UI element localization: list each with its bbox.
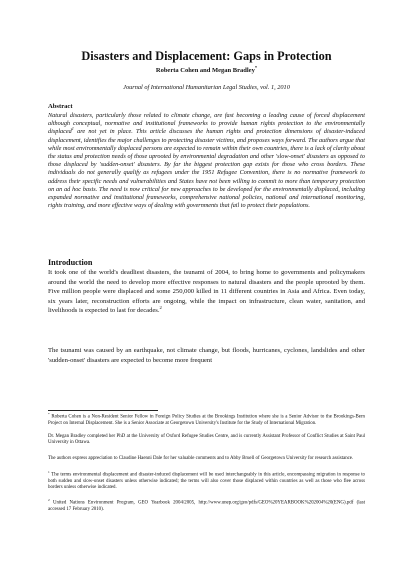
- fn1-text: Roberta Cohen is a Non-Resident Senior Fellow in Foreign Policy Studies at the Brookings Institution where she is a Senior Advisor to the Brookings-Bern Project on Internal Displacement. She is a Senior Associate at Georgetown University's Institute for the Study of International Migration.: [48, 414, 365, 427]
- fn4-mark: 1: [48, 470, 50, 474]
- fn1-mark: *: [48, 412, 50, 416]
- footnote-coauthor-bio: Dr. Megan Bradley completed her PhD at the University of Oxford Refugee Studies Centre, and is currently Assistant Professor of Conflict Studies at Saint Paul University in Ottawa.: [48, 434, 365, 446]
- introduction-paragraph-1: [48, 268, 365, 316]
- paper-authors: [48, 64, 365, 75]
- paper-title: Disasters and Displacement: Gaps in Protection: [81, 49, 332, 63]
- journal-citation: Journal of International Humanitarian Legal Studies, vol. 1, 2010: [123, 84, 290, 91]
- intro-p1-footnote-mark[interactable]: 2: [159, 305, 162, 311]
- fn5-text[interactable]: United Nations Environment Program, GEO Yearbook 2004/2005, http://www.unep.org/geo/pdfs/GEO%20YEARBOOK%202004%20(ENG).pdf (last accessed 17 February 2010).: [48, 500, 365, 513]
- footnote-acknowledgements: The authors express appreciation to Claudine Haenni Dale for her valuable comments and to Abby Bruell of Georgetown University for research assistance.: [48, 456, 354, 461]
- footnote-1: [48, 472, 365, 492]
- authors-footnote-mark[interactable]: *: [254, 64, 258, 70]
- abstract-footnote-mark[interactable]: 1: [71, 126, 74, 132]
- abstract-heading: Abstract: [48, 103, 73, 110]
- introduction-heading: Introduction: [48, 258, 93, 267]
- fn5-mark: 2: [48, 498, 50, 502]
- footnote-author-bio: [48, 414, 365, 427]
- footnote-divider: [48, 410, 158, 411]
- fn4-text: The terms environmental displacement and disaster-induced displacement will be used interchangeably in this article, encompassing migration in response to both sudden and slow-onset disasters unless otherwise indicated; the terms will also cover those displaced within countries as well as those who flee across borders unless otherwise indicated.: [48, 472, 365, 491]
- authors-names: Roberta Cohen and Megan Bradley: [155, 67, 255, 74]
- abstract-text-a: Natural disasters, particularly those related to climate change, are fast becoming a leading cause of forced displacement although conceptual, normative and institutional frameworks to provide human rights protection to the environmentally displaced: [48, 112, 365, 136]
- abstract-text-b: are not yet in place. This article discusses the human rights and protection dimensions of disaster-induced displacement, identifies the major challenges to protecting disaster victims, and proposes ways forward. The authors argue that while most environmentally displaced persons are expected to remain within their own countries, there is a lack of clarity about the status and protection needs of those uprooted by environmental degradation and other 'slow-onset' disasters as opposed to those displaced by 'sudden-onset' disasters. By far the biggest protection gap exists for those who cross borders. These individuals do not generally qualify as refugees under the 1951 Refugee Convention, there is no normative framework to address their specific needs and vulnerabilities and States have not been willing to commit to more than temporary protection on an ad hoc basis. The need is now critical for new approaches to be developed for the environmentally displaced, including expanded normative and institutional frameworks, comprehensive national policies, national and international monitoring, rights training, and more effective ways of dealing with governments that fail to protect their populations.: [48, 128, 365, 210]
- intro-p1-text: It took one of the world's deadliest disasters, the tsunami of 2004, to bring home to governments and policymakers around the world the need to develop more effective responses to natural disasters and the people uprooted by them. Five million people were displaced and some 250,000 killed in 11 different countries in Asia and Africa. Even today, six years later, reconstruction efforts are ongoing, while the impact on infrastructure, clean water, sanitation, and livelihoods is expected to last for decades.: [48, 269, 365, 315]
- footnote-2: [48, 500, 365, 513]
- introduction-paragraph-2: The tsunami was caused by an earthquake, not climate change, but floods, hurricanes, cyclones, landslides and other 'sudden-onset' disasters are expected to become more frequent: [48, 347, 365, 364]
- abstract-body: [48, 112, 365, 210]
